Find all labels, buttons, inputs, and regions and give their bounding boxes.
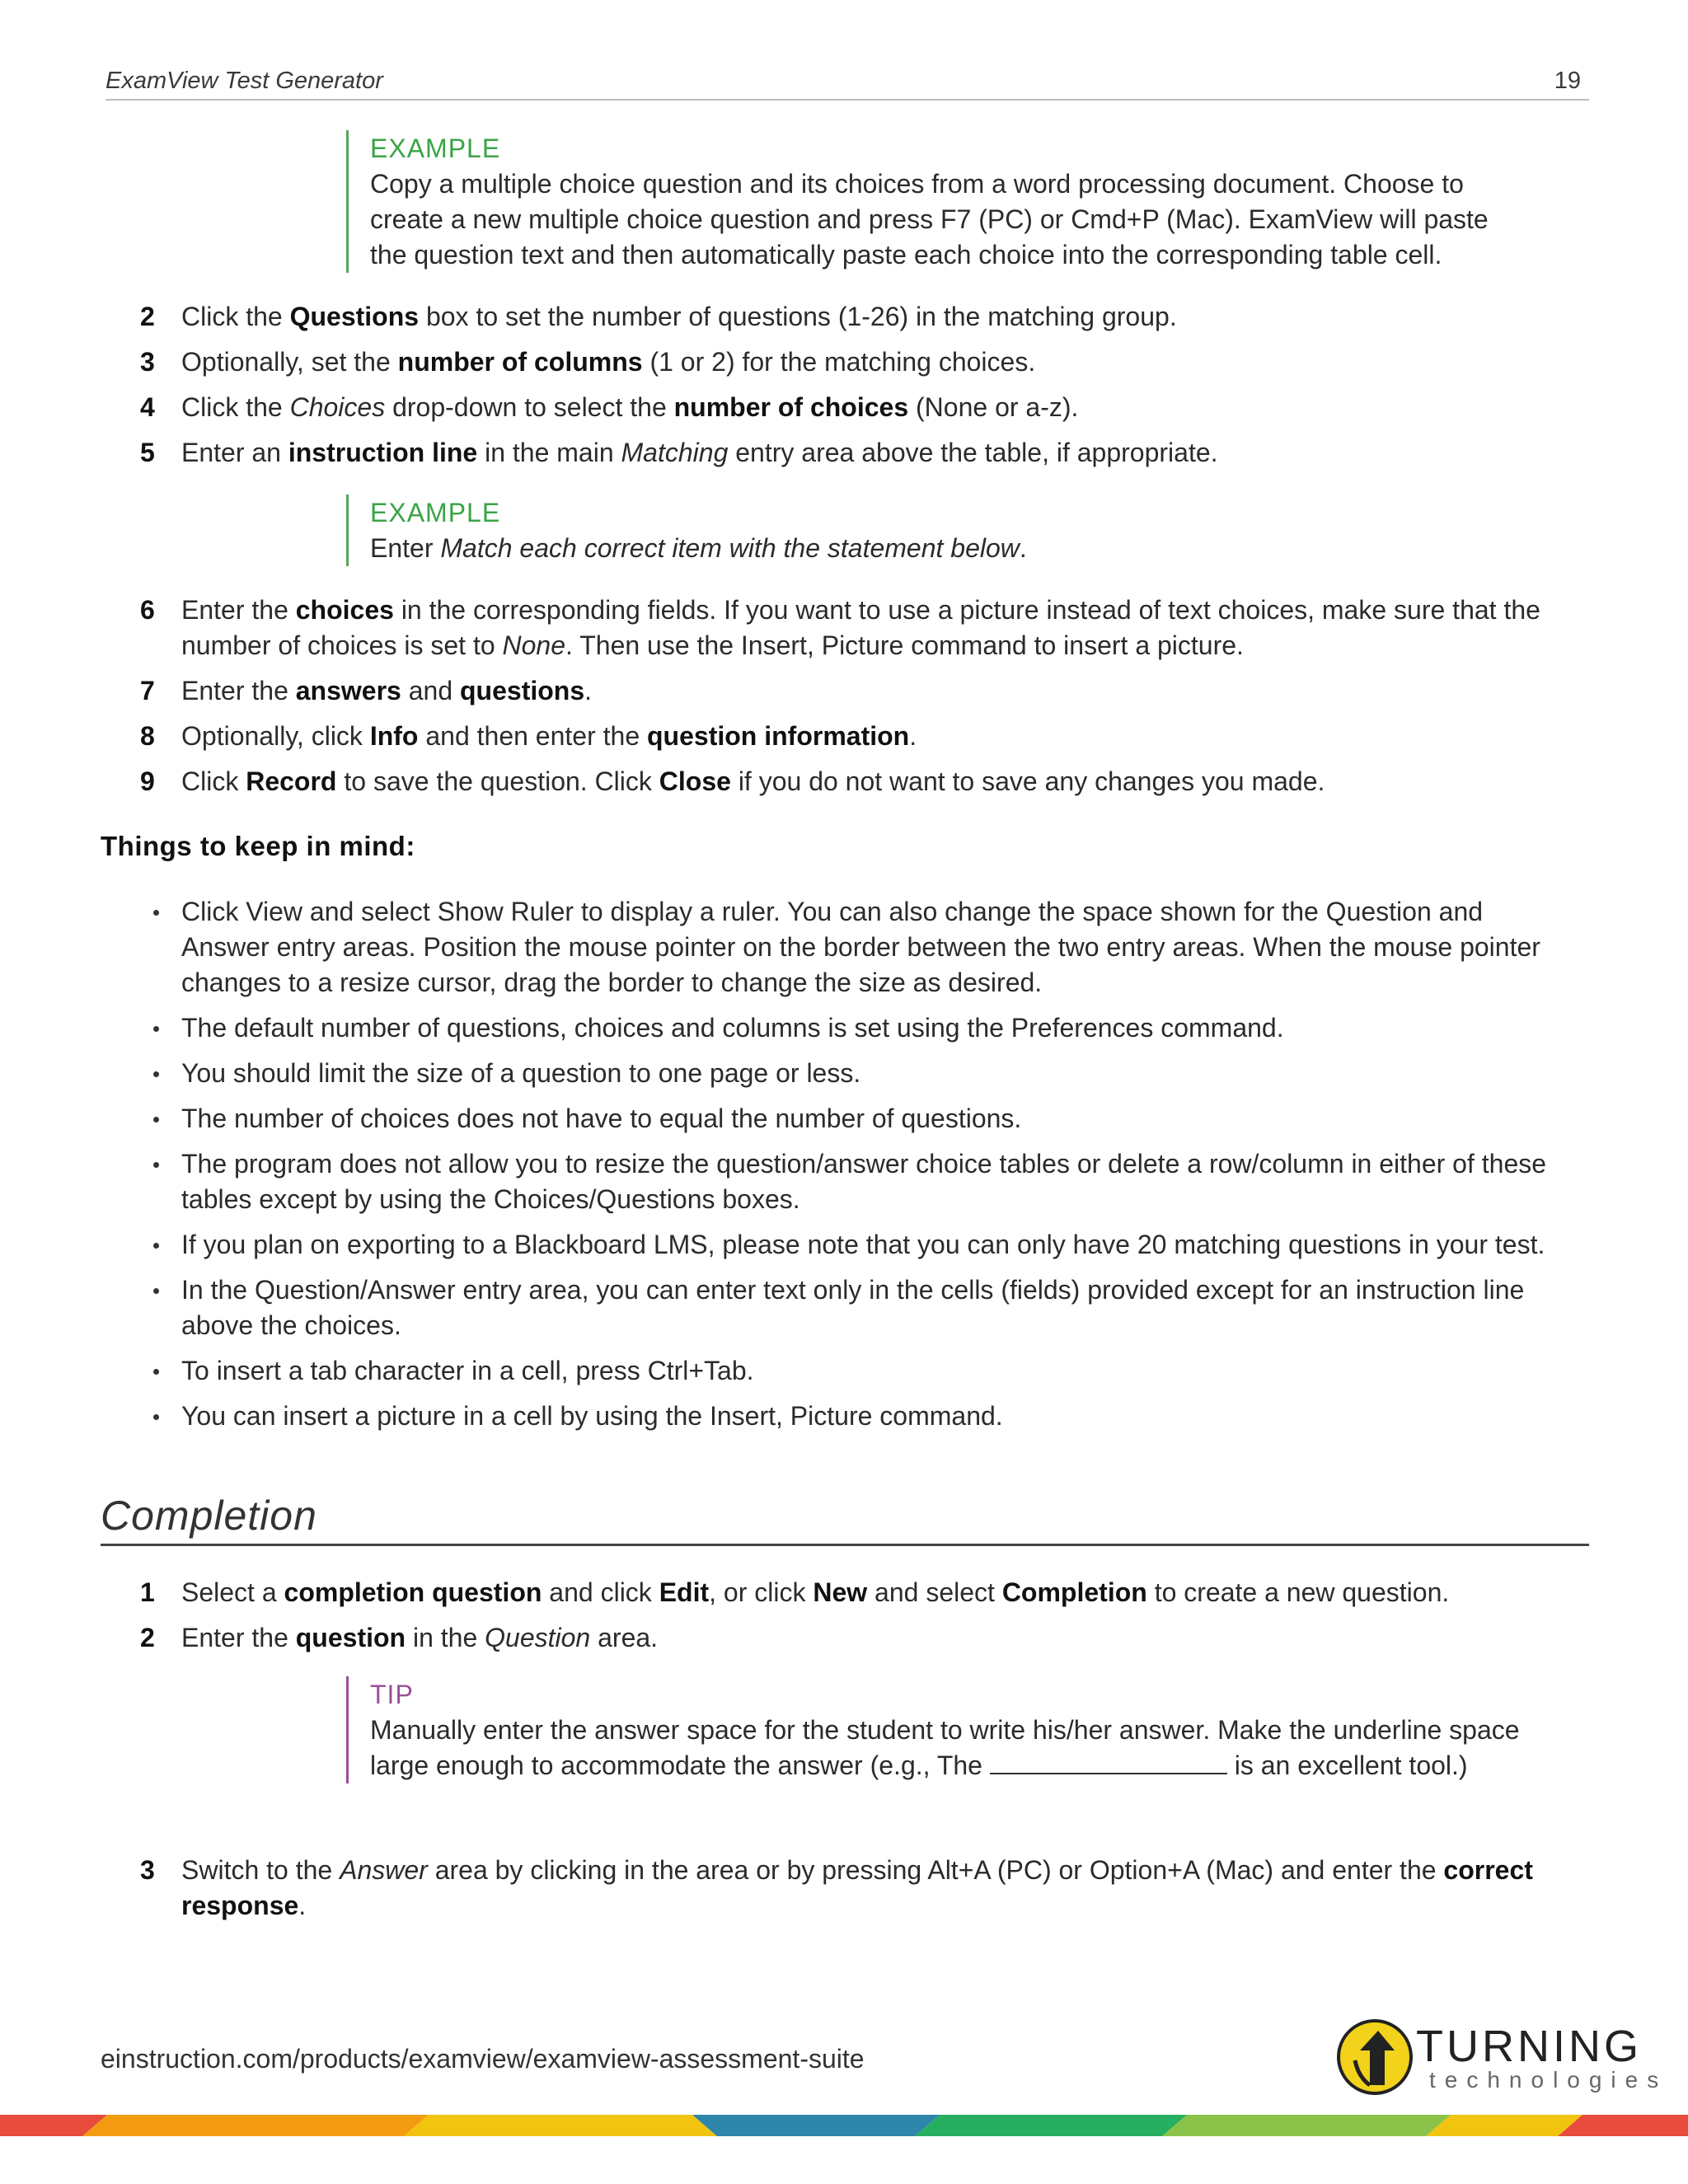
bullet-item: The program does not allow you to resize the question/answer choice tables or delete a row/column in either of these tables except by using the Choices/Questions boxes. (99, 1146, 1558, 1217)
step-text-run: entry area above the table, if appropriate. (728, 438, 1218, 467)
step-text-run: Select a (181, 1577, 284, 1607)
step-text-run: Optionally, set the (181, 347, 398, 377)
step-text-run: Click the (181, 302, 290, 331)
step-text (181, 347, 1035, 377)
example-prefix: Enter (370, 533, 441, 563)
step-item (99, 1620, 1550, 1656)
step-text-run: . Then use the Insert, Picture command to insert a picture. (565, 630, 1244, 660)
step-text-run: in the corresponding fields. If you want to use a picture instead of text choices, make sure that the number of choices is set to (181, 595, 1540, 660)
bullet-item: If you plan on exporting to a Blackboard LMS, please note that you can only have 20 matching questions in your test. (99, 1227, 1558, 1263)
bullet-item: Click View and select Show Ruler to display a ruler. You can also change the space shown for the Question and Answer entry areas. Position the mouse pointer on the border between the two entry areas. When the mouse pointer changes to a resize cursor, drag the border to change the size as desired. (99, 894, 1558, 1001)
things-heading: Things to keep in mind: (101, 831, 415, 861)
step-number: 5 (140, 438, 155, 467)
step-item (99, 764, 1550, 799)
step-number: 1 (140, 1577, 155, 1607)
section-title: Completion (101, 1493, 317, 1539)
tip-text (370, 1713, 1524, 1783)
step-item (99, 1853, 1550, 1924)
bold-term: number of choices (673, 392, 909, 422)
step-text-run: and then enter the (418, 721, 647, 751)
step-text-run: in the main (477, 438, 621, 467)
example-text (370, 531, 1524, 566)
example-label: EXAMPLE (370, 134, 501, 163)
step-number: 6 (140, 595, 155, 625)
tip-label: TIP (370, 1680, 414, 1709)
bullet-item: The number of choices does not have to equal the number of questions. (99, 1101, 1558, 1137)
completion-steps-list-continued (99, 1853, 1550, 1933)
matching-steps-list (99, 299, 1550, 480)
example-label: EXAMPLE (370, 498, 501, 527)
bold-term: choices (295, 595, 394, 625)
bold-term: Record (246, 766, 337, 796)
bold-term: Close (659, 766, 731, 796)
logo-sub: technologies (1429, 2067, 1668, 2093)
step-text-run: to create a new question. (1146, 1577, 1450, 1607)
step-text-run: . (584, 676, 593, 705)
bold-term: instruction line (288, 438, 478, 467)
step-text (181, 302, 1177, 331)
step-text-run: and (401, 676, 460, 705)
step-text-run: (None or a-z). (908, 392, 1079, 422)
answer-underline (990, 1750, 1227, 1774)
step-text-run: , or click (709, 1577, 814, 1607)
step-number: 8 (140, 721, 155, 751)
example-callout-2 (346, 494, 1524, 566)
step-text-run: . (909, 721, 917, 751)
turning-technologies-logo (1337, 2016, 1668, 2100)
step-text-run: Enter the (181, 1623, 296, 1652)
step-text (181, 595, 1540, 660)
bold-term: questions (460, 676, 585, 705)
step-item (99, 390, 1550, 425)
bold-term: Completion (1001, 1577, 1147, 1607)
tip-callout (346, 1676, 1524, 1783)
step-text (181, 438, 1218, 467)
step-text (181, 1855, 1533, 1920)
tip-text-before: Manually enter the answer space for the student to write his/her answer. Make the underline space large enough to accommodate the answer (e.g., The (370, 1715, 1520, 1780)
step-number: 2 (140, 302, 155, 331)
document-title: ExamView Test Generator (106, 68, 383, 94)
step-text-run: and select (867, 1577, 1002, 1607)
step-number: 7 (140, 676, 155, 705)
step-text-run: area by clicking in the area or by pressing Alt+A (PC) or Option+A (Mac) and enter the (427, 1855, 1444, 1885)
italic-term: Choices (289, 392, 386, 422)
step-text (181, 392, 1078, 422)
step-text-run: if you do not want to save any changes you made. (730, 766, 1325, 796)
step-text (181, 1623, 658, 1652)
step-number: 4 (140, 392, 155, 422)
completion-section-heading (101, 1492, 1589, 1546)
step-item (99, 299, 1550, 335)
bullet-item: The default number of questions, choices and columns is set using the Preferences command. (99, 1010, 1558, 1046)
step-item (99, 719, 1550, 754)
step-text-run: Enter the (181, 676, 296, 705)
bold-term: question information (647, 721, 910, 751)
bold-term: Edit (659, 1577, 710, 1607)
step-text (181, 676, 592, 705)
bold-term: completion question (284, 1577, 542, 1607)
example-italic: Match each correct item with the statement below (440, 533, 1020, 563)
things-to-keep-in-mind-list (99, 894, 1558, 1444)
turning-arrow-icon (1337, 2019, 1413, 2095)
step-text-run: (1 or 2) for the matching choices. (642, 347, 1036, 377)
step-text-run: Optionally, click (181, 721, 370, 751)
step-item (99, 344, 1550, 380)
example-suffix: . (1019, 533, 1027, 563)
step-text-run: Switch to the (181, 1855, 340, 1885)
bullet-item: To insert a tab character in a cell, press Ctrl+Tab. (99, 1353, 1558, 1389)
example-callout (346, 130, 1524, 273)
step-number: 9 (140, 766, 155, 796)
step-item (99, 673, 1550, 709)
step-text-run: Click (181, 766, 246, 796)
step-text (181, 766, 1325, 796)
bold-term: answers (295, 676, 401, 705)
step-text-run: area. (590, 1623, 659, 1652)
bold-term: question (295, 1623, 406, 1652)
italic-term: None (502, 630, 566, 660)
step-number: 3 (140, 1855, 155, 1885)
step-text-run: . (298, 1891, 307, 1920)
step-text-run: to save the question. Click (336, 766, 659, 796)
italic-term: Question (485, 1623, 591, 1652)
step-text-run: box to set the number of questions (1-26) in the matching group. (419, 302, 1177, 331)
bold-term: Questions (289, 302, 420, 331)
step-item (99, 1575, 1550, 1610)
page-header (106, 66, 1589, 101)
footer-color-bar (0, 2115, 1688, 2136)
bold-term: correct response (181, 1855, 1533, 1920)
bold-term: New (813, 1577, 868, 1607)
bullet-item: In the Question/Answer entry area, you can enter text only in the cells (fields) provided except for an instruction line above the choices. (99, 1272, 1558, 1343)
step-text-run: drop-down to select the (385, 392, 674, 422)
step-text-run: in the (406, 1623, 485, 1652)
step-text-run: Enter the (181, 595, 296, 625)
bold-term: Info (369, 721, 419, 751)
completion-steps-list (99, 1575, 1550, 1666)
bullet-item: You should limit the size of a question to one page or less. (99, 1056, 1558, 1091)
step-text-run: and click (542, 1577, 659, 1607)
step-text (181, 1577, 1449, 1607)
tip-text-after: is an excellent tool.) (1234, 1750, 1468, 1780)
step-text-run: Enter an (181, 438, 288, 467)
step-text (181, 721, 917, 751)
step-item (99, 435, 1550, 471)
page-number: 19 (1554, 68, 1581, 94)
bullet-item: You can insert a picture in a cell by using the Insert, Picture command. (99, 1399, 1558, 1434)
bold-term: number of columns (397, 347, 643, 377)
example-text: Copy a multiple choice question and its choices from a word processing document. Choose to create a new multiple choice question and press F7 (PC) or Cmd+P (Mac). ExamView will paste the question text and then automatically paste each choice into the corresponding table cell. (370, 169, 1489, 269)
logo-brand: TURNING (1416, 2022, 1642, 2071)
step-number: 2 (140, 1623, 155, 1652)
italic-term: Matching (621, 438, 729, 467)
step-text-run: Click the (181, 392, 290, 422)
matching-steps-list-continued (99, 593, 1550, 809)
step-number: 3 (140, 347, 155, 377)
italic-term: Answer (340, 1855, 428, 1885)
footer-url: einstruction.com/products/examview/examview-assessment-suite (101, 2044, 865, 2074)
step-item (99, 593, 1550, 663)
